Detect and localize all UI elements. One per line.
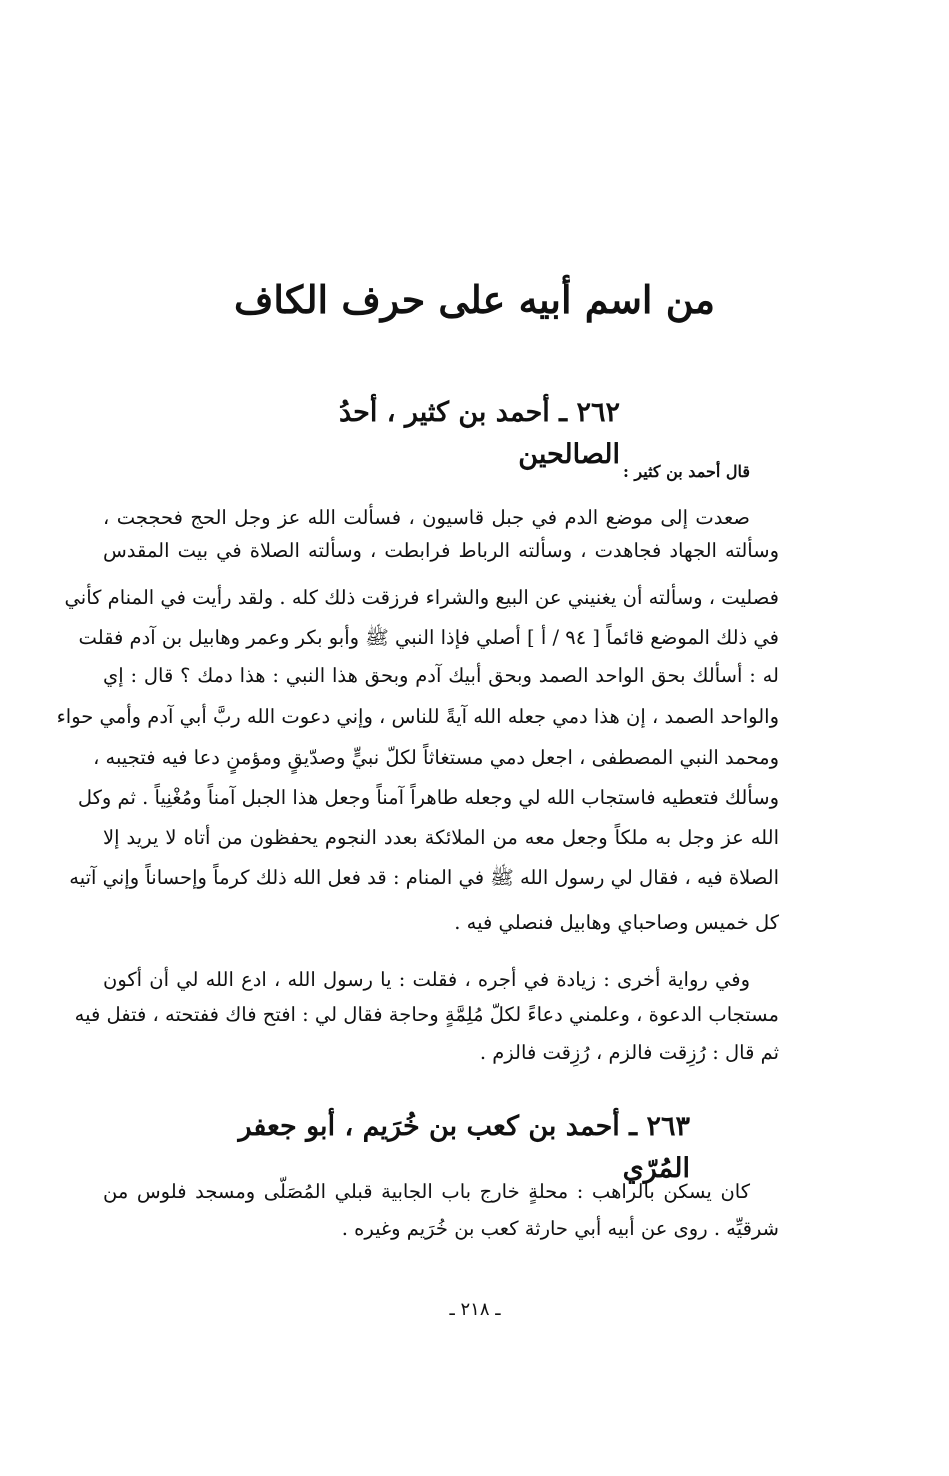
- entry-262-variant-line: مستجاب الدعوة ، وعلمني دعاءً لكلّ مُلِمَّةٍ وحاجة فقال لي : افتح فاك ففتحته ، فتفل فيه: [74, 1003, 779, 1026]
- entry-263-heading: ٢٦٣ ـ أحمد بن كعب بن خُرَيم ، أبو جعفر المُرّي: [238, 1111, 690, 1184]
- entry-262-line: ومحمد النبي المصطفى ، اجعل دمي مستغاثاً لكلّ نبيٍّ وصدّيقٍ ومؤمنٍ دعا فيه فتجيبه ،: [93, 746, 779, 769]
- page-number: ـ ٢١٨ ـ: [449, 1299, 501, 1320]
- entry-263-line: شرقيِّه . روى عن أبيه أبي حارثة كعب بن خُرَيم وغيره .: [341, 1217, 779, 1240]
- entry-262-line: الصلاة فيه ، فقال لي رسول الله ﷺ في المنام : قد فعل الله ذلك كرماً وإحساناً وإني آتيه: [69, 866, 779, 889]
- chapter-title: من اسم أبيه على حرف الكاف: [234, 277, 715, 322]
- entry-262-line: وسألته الجهاد فجاهدت ، وسألته الرباط فرابطت ، وسألته الصلاة في بيت المقدس: [103, 539, 779, 562]
- entry-262-line: له : أسألك بحق الواحد الصمد وبحق أبيك آدم وبحق هذا النبي : هذا دمك ؟ قال : إي: [103, 664, 779, 687]
- entry-262-line: صعدت إلى موضع الدم في جبل قاسيون ، فسألت الله عز وجل الحج فحججت ،: [103, 506, 750, 529]
- entry-262-line: فصليت ، وسألته أن يغنيني عن البيع والشراء فرزقت ذلك كله . ولقد رأيت في المنام كأني: [64, 586, 779, 609]
- entry-262-line: وسألك فتعطيه فاستجاب الله لي وجعله طاهراً آمناً وجعل هذا الجبل آمناً ومُغْنِياً . ثم وكل: [77, 786, 779, 809]
- entry-262-attribution: قال أحمد بن كثير :: [622, 462, 750, 481]
- entry-262-variant-line: ثم قال : رُزِقت فالزم ، رُزِقت فالزم .: [479, 1041, 779, 1064]
- entry-263-line: كان يسكن بالراهب : محلةٍ خارج باب الجابية قبلي المُصَلّى ومسجد فلوس من: [103, 1180, 750, 1203]
- entry-262-line: الله عز وجل به ملكاً وجعل معه من الملائكة بعدد النجوم يحفظون من أتاه لا يريد إلا: [103, 826, 779, 849]
- entry-262-line: والواحد الصمد ، إن هذا دمي جعله الله آيةً للناس ، وإني دعوت الله ربَّ أبي آدم وأمي حواء: [56, 705, 779, 728]
- entry-262-variant-line: وفي رواية أخرى : زيادة في أجره ، فقلت : يا رسول الله ، ادع الله لي أن أكون: [103, 968, 750, 991]
- entry-262-heading: ٢٦٢ ـ أحمد بن كثير ، أحدُ الصالحين: [339, 397, 620, 470]
- entry-262-line: كل خميس وصاحباي وهابيل فنصلي فيه .: [454, 911, 779, 934]
- entry-262-line: في ذلك الموضع قائماً [ ٩٤ / أ ] أصلي فإذا النبي ﷺ وأبو بكر وعمر وهابيل بن آدم فقلت: [78, 626, 779, 649]
